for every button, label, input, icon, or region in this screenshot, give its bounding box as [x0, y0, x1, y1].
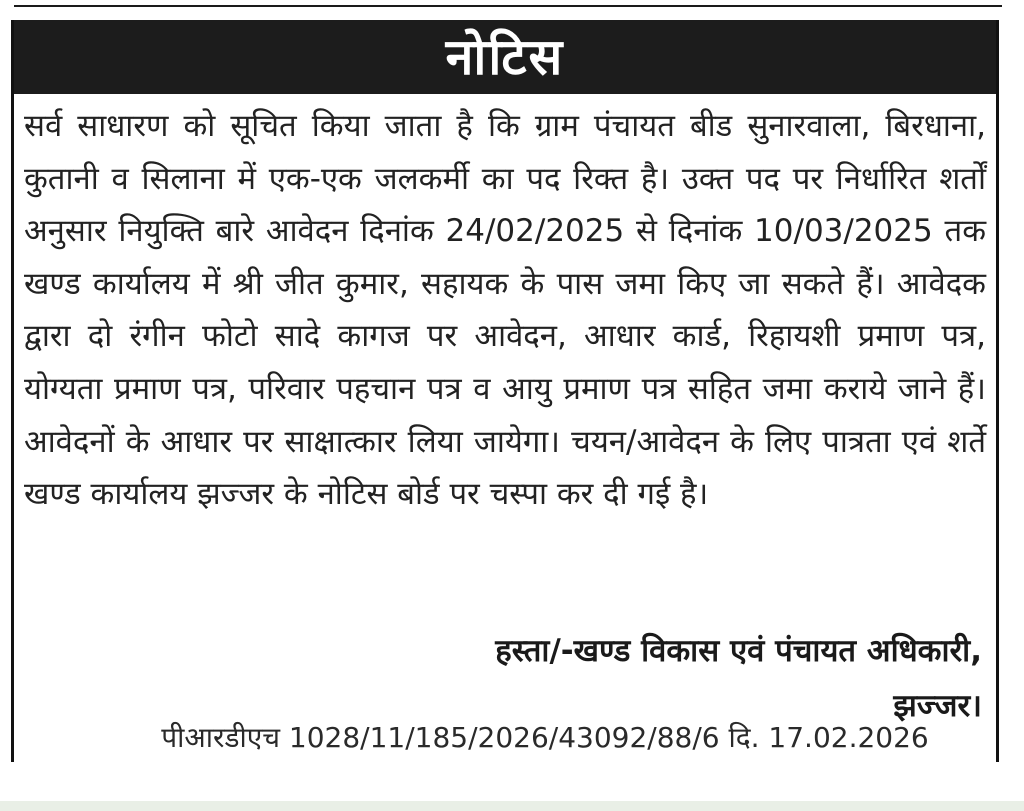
- notice-title: नोटिस: [445, 28, 565, 86]
- pr-reference-number: पीआरडीएच 1028/11/185/2026/43092/88/6 दि. 17.02.2026: [161, 721, 929, 754]
- notice-box: [11, 20, 999, 762]
- bottom-strip: [0, 801, 1024, 811]
- signature-place: झज्जर।: [893, 688, 982, 724]
- notice-body: सर्व साधारण को सूचित किया जाता है कि ग्राम पंचायत बीड सुनारवाला, बिरधाना, कुतानी व सिलाना में एक-एक जलकर्मी का पद रिक्त है। उक्त पद पर निर्धारित शर्तों अनुसार नियुक्ति बारे आवेदन दिनांक 24/02/2025 से दिनांक 10/03/2025 तक खण्ड कार्यालय में श्री जीत कुमार, सहायक के पास जमा किए जा सकते हैं। आवेदक द्वारा दो रंगीन फोटो सादे कागज पर आवेदन, आधार कार्ड, रिहायशी प्रमाण पत्र, योग्यता प्रमाण पत्र, परिवार पहचान पत्र व आयु प्रमाण पत्र सहित जमा कराये जाने हैं। आवेदनों के आधार पर साक्षात्कार लिया जायेगा। चयन/आवेदन के लिए पात्रता एवं शर्ते खण्ड कार्यालय झज्जर के नोटिस बोर्ड पर चस्पा कर दी गई है।: [24, 108, 986, 513]
- top-rule: [14, 5, 1002, 7]
- notice-header: [14, 20, 996, 94]
- signature-designation: हस्ता/-खण्ड विकास एवं पंचायत अधिकारी,: [495, 633, 982, 669]
